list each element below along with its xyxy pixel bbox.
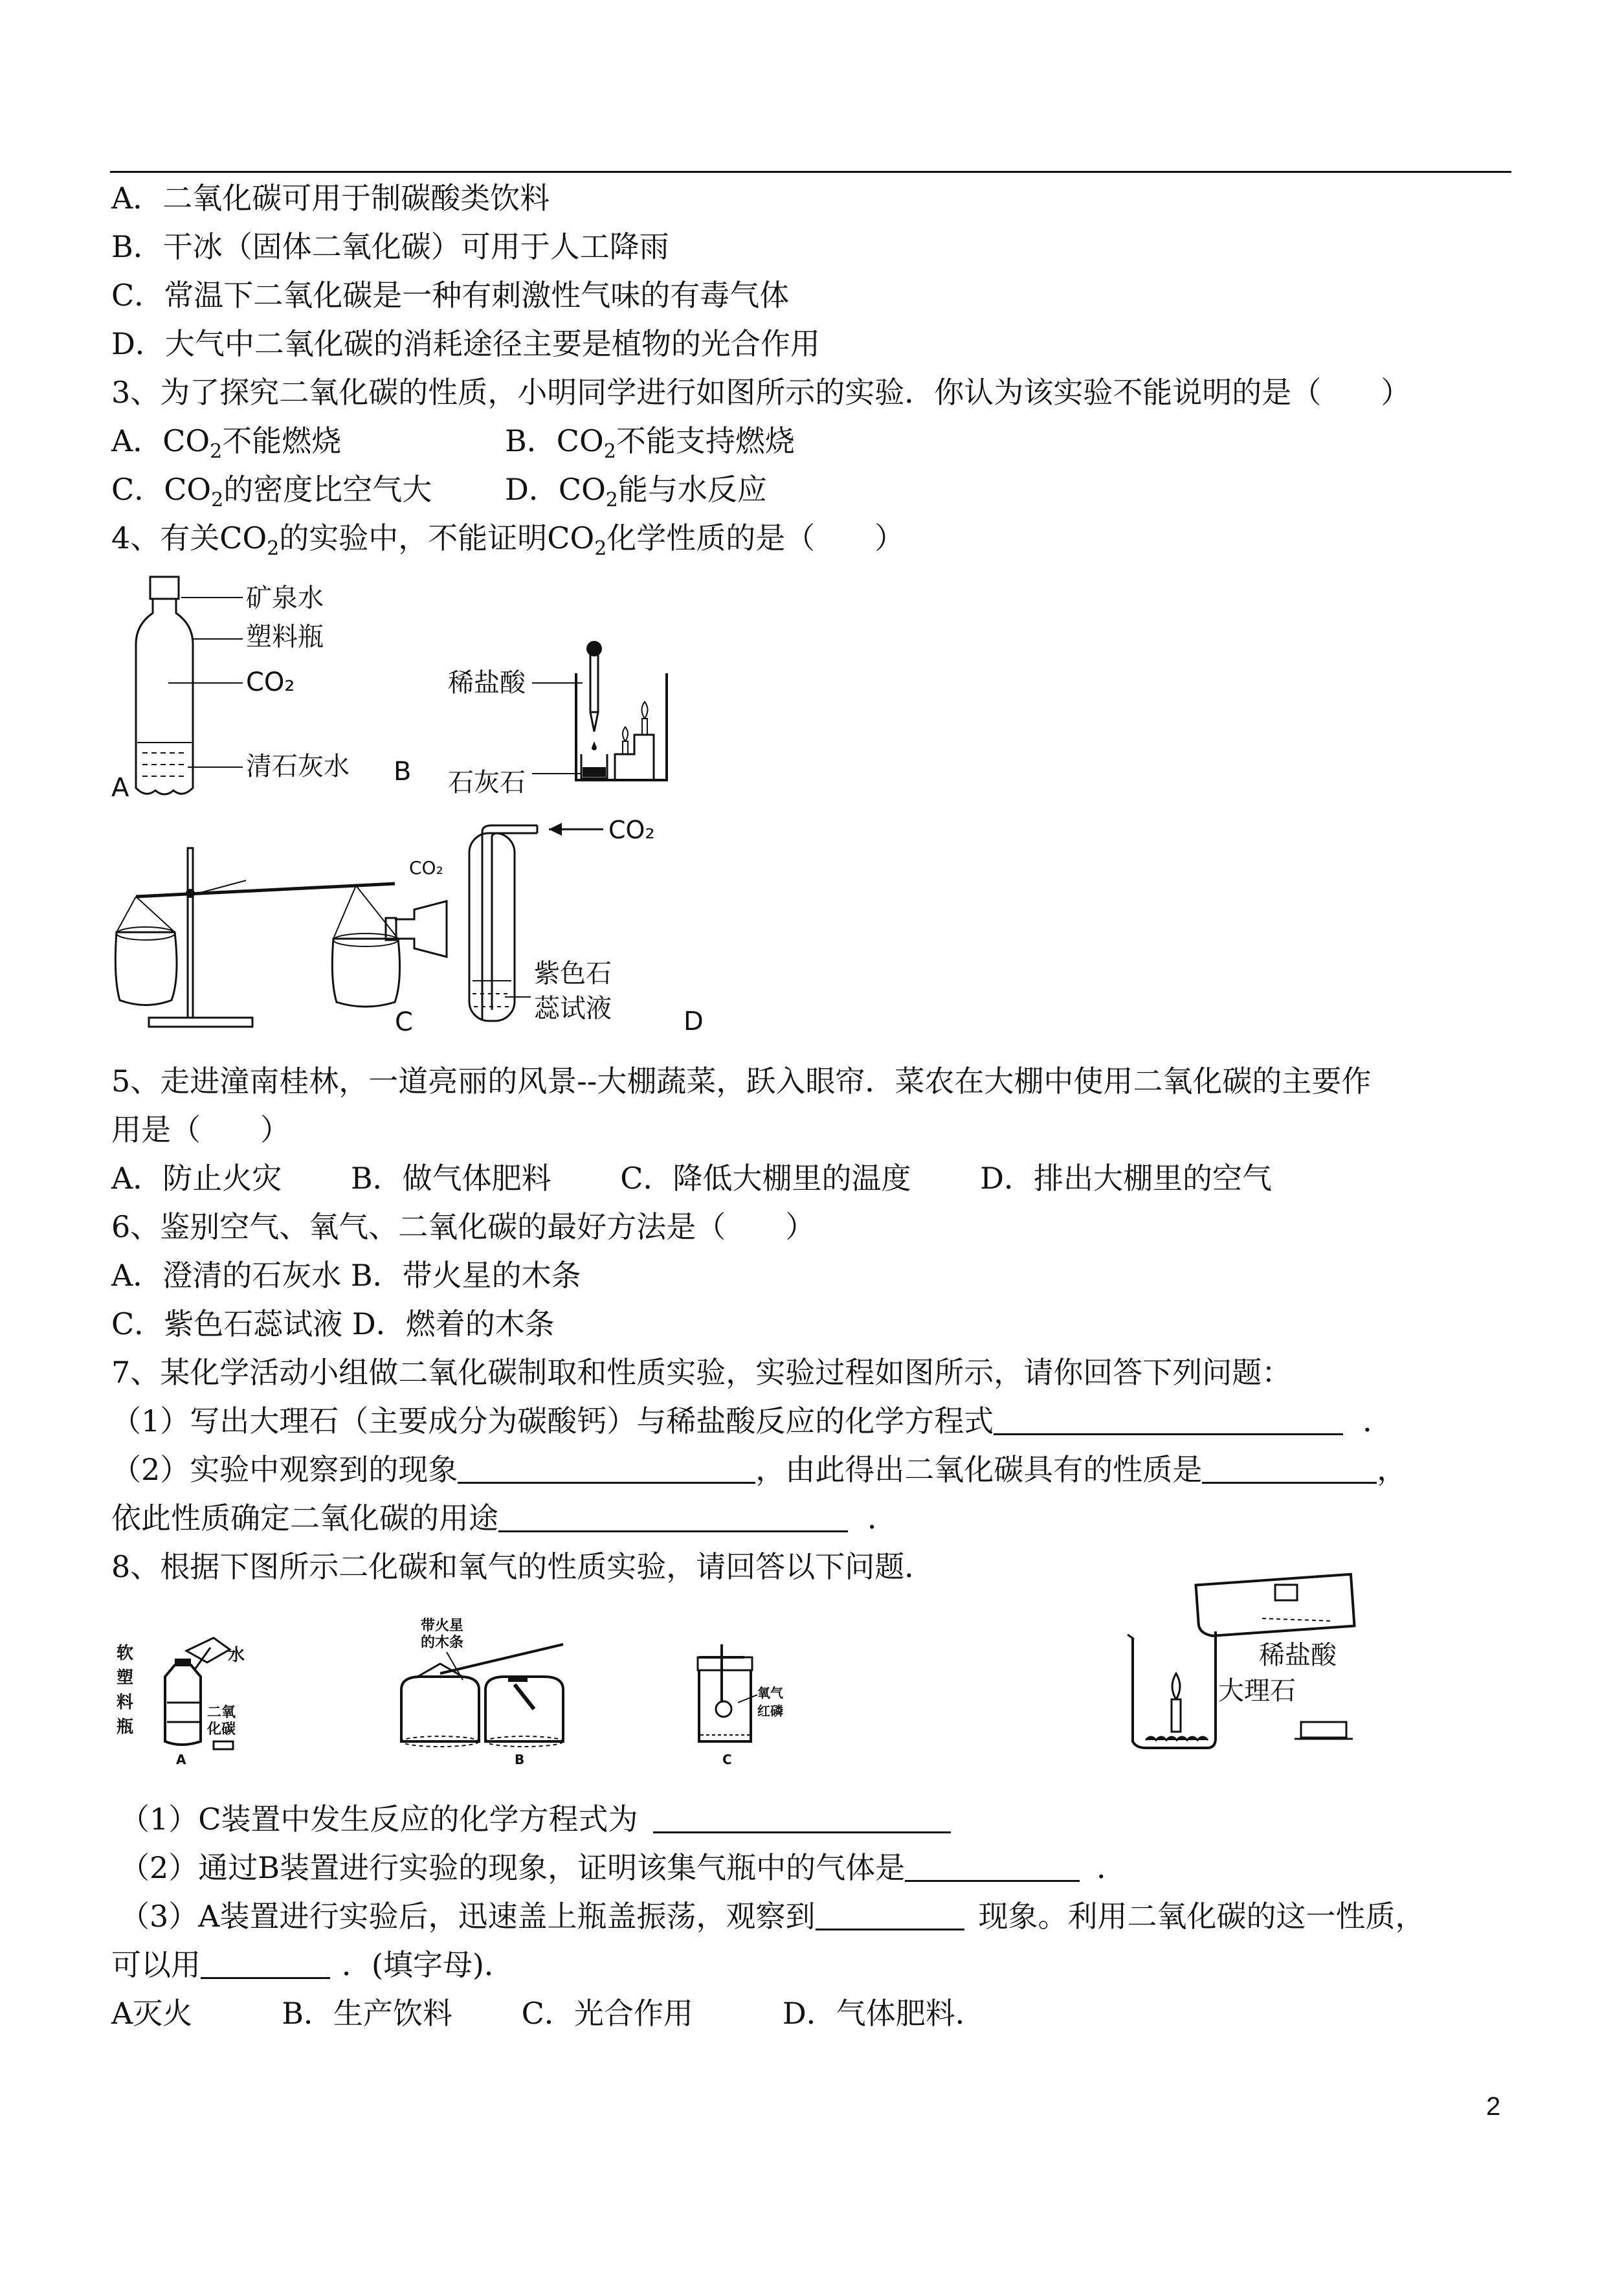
q7-part2-text-a: （2）实验中观察到的现象 <box>111 1452 458 1487</box>
label-co2: CO₂ <box>246 667 295 697</box>
label-mineral-water: 矿泉水 <box>246 583 324 613</box>
label-co2: CO₂ <box>409 857 443 878</box>
subscript: 2 <box>594 537 607 560</box>
q3-a-pre: A．CO <box>111 423 210 458</box>
figure-letter-b: B <box>515 1752 525 1767</box>
q8-part3-text-a: （3）A装置进行实验后，迅速盖上瓶盖振荡，观察到 <box>120 1899 816 1934</box>
subscript: 2 <box>605 489 618 511</box>
q3-option-a <box>111 421 341 471</box>
q8-part3 <box>120 1897 1425 1936</box>
q3-c-pre: C．CO <box>111 472 212 507</box>
q6-options-line2: C．紫色石蕊试液 D．燃着的木条 <box>111 1306 555 1341</box>
label-plastic: 塑 <box>117 1668 134 1688</box>
q3-d-pre: D．CO <box>505 472 606 507</box>
q5-stem-line2: 用是（ ） <box>111 1112 290 1147</box>
answer-blank[interactable] <box>653 1802 951 1833</box>
q4-figure-d-test-tube <box>453 812 751 1046</box>
q4-stem-b: 的实验中，不能证明CO <box>279 520 595 555</box>
q4-stem-a: 4、有关CO <box>111 520 267 555</box>
figure-letter-a: A <box>111 773 129 803</box>
label-water: 水 <box>228 1646 245 1665</box>
subscript: 2 <box>267 537 280 560</box>
label-red-phosphorus: 红磷 <box>757 1703 783 1719</box>
q7-stem: 7、某化学活动小组做二氧化碳制取和性质实验，实验过程如图所示，请你回答下列问题： <box>111 1355 1292 1390</box>
page-number: 2 <box>1486 2092 1501 2121</box>
label-oxygen: 氧气 <box>757 1685 783 1701</box>
q7-part2-text-b: ，由此得出二氧化碳具有的性质是 <box>755 1452 1203 1487</box>
label-plastic-bottle: 塑料瓶 <box>246 622 324 652</box>
q3-b-pre: B．CO <box>505 423 604 458</box>
subscript: 2 <box>211 489 224 511</box>
q2-option-a: A．二氧化碳可用于制碳酸类饮料 <box>111 181 550 216</box>
answer-blank[interactable] <box>994 1404 1343 1435</box>
q4-figure-a-bottle <box>110 573 382 812</box>
figure-letter-b: B <box>394 757 412 787</box>
figure-letter-a: A <box>176 1752 186 1767</box>
answer-blank[interactable] <box>905 1850 1080 1882</box>
label-marble: 大理石 <box>1218 1676 1296 1706</box>
q7-part1-text: （1）写出大理石（主要成分为碳酸钙）与稀盐酸反应的化学方程式 <box>111 1404 994 1438</box>
q3-option-b <box>505 421 795 471</box>
q8-part3-cont <box>111 1945 514 1984</box>
answer-blank[interactable] <box>498 1501 848 1532</box>
subscript: 2 <box>210 440 223 463</box>
q2-option-b: B．干冰（固体二氧化碳）可用于人工降雨 <box>111 229 669 264</box>
header-rule <box>110 171 1511 173</box>
label-dilute-hcl: 稀盐酸 <box>448 668 526 698</box>
subscript: 2 <box>603 440 616 463</box>
q8-part3-cont-end: ．(填字母)． <box>342 1947 514 1982</box>
label-glowing-splint-1: 带火星 <box>421 1618 464 1634</box>
q8-part1 <box>120 1800 951 1839</box>
label-limestone: 石灰石 <box>448 768 526 798</box>
figure-letter-c: C <box>722 1752 732 1767</box>
label-litmus-2: 蕊试液 <box>534 994 612 1023</box>
q8-part3-cont-text: 可以用 <box>111 1947 201 1982</box>
q3-option-c <box>111 470 432 520</box>
q8-figure-c-phosphorus <box>680 1644 809 1774</box>
q3-stem: 3、为了探究二氧化碳的性质，小明同学进行如图所示的实验．你认为该实验不能说明的是（ ） <box>111 375 1411 410</box>
q8-figure-d-candle-beaker <box>1100 1567 1372 1761</box>
q8-part3-text-b: 现象。利用二氧化碳的这一性质， <box>978 1899 1425 1934</box>
q7-part2 <box>111 1450 1407 1489</box>
q7-part3 <box>111 1499 897 1538</box>
q6-stem: 6、鉴别空气、氧气、二氧化碳的最好方法是（ ） <box>111 1209 816 1244</box>
label-co2-a: 二氧 <box>207 1705 236 1721</box>
label-co2: CO₂ <box>608 816 655 844</box>
q4-figure-c-balance <box>110 842 473 1036</box>
q8-stem: 8、根据下图所示二化碳和氧气的性质实验，请回答以下问题． <box>111 1549 935 1584</box>
q4-figure-b-beaker <box>388 634 686 816</box>
answer-blank[interactable] <box>1202 1452 1377 1484</box>
q8-part2-end: ． <box>1096 1850 1127 1885</box>
label-glowing-splint-2: 的木条 <box>421 1635 464 1651</box>
q3-d-post: 能与水反应 <box>617 472 767 507</box>
q8-part1-text: （1）C装置中发生反应的化学方程式为 <box>120 1802 638 1837</box>
q7-part3-end: ． <box>867 1501 897 1536</box>
q3-option-d <box>505 470 767 520</box>
q3-b-post: 不能支持燃烧 <box>616 423 795 458</box>
q5-options: A．防止火灾 B．做气体肥料 C．降低大棚里的温度 D．排出大棚里的空气 <box>111 1161 1272 1196</box>
q3-a-post: 不能燃烧 <box>222 423 342 458</box>
label-dilute-hcl: 稀盐酸 <box>1259 1640 1337 1670</box>
q7-part1 <box>111 1402 1392 1440</box>
answer-blank[interactable] <box>816 1899 964 1930</box>
q8-figure-b-two-jars <box>388 1612 595 1767</box>
q8-options: A灭火 B．生产饮料 C．光合作用 D．气体肥料． <box>111 1996 985 2031</box>
q7-part3-text: 依此性质确定二氧化碳的用途 <box>111 1501 498 1536</box>
q4-stem <box>111 519 904 568</box>
answer-blank[interactable] <box>201 1947 330 1979</box>
q8-figure-a-soft-bottle <box>110 1631 272 1767</box>
label-material: 料 <box>117 1693 134 1712</box>
q8-part2-text: （2）通过B装置进行实验的现象，证明该集气瓶中的气体是 <box>120 1850 906 1885</box>
q6-options-line1: A．澄清的石灰水 B．带火星的木条 <box>111 1258 581 1293</box>
q5-stem-line1: 5、走进潼南桂林，一道亮丽的风景--大棚蔬菜，跃入眼帘．菜农在大棚中使用二氧化碳的主要作 <box>111 1064 1372 1099</box>
figure-letter-d: D <box>684 1007 704 1036</box>
label-litmus-1: 紫色石 <box>534 959 612 989</box>
label-soft: 软 <box>117 1644 134 1663</box>
label-co2-b: 化碳 <box>207 1721 236 1738</box>
figure-letter-c: C <box>395 1007 413 1036</box>
q7-part1-end: ． <box>1363 1404 1393 1438</box>
label-limewater: 清石灰水 <box>246 752 350 781</box>
label-bottle: 瓶 <box>117 1717 134 1737</box>
q8-part2 <box>120 1848 1126 1887</box>
q7-part2-end: ， <box>1377 1452 1407 1487</box>
q2-option-c: C．常温下二氧化碳是一种有刺激性气味的有毒气体 <box>111 278 790 313</box>
q3-c-post: 的密度比空气大 <box>223 472 432 507</box>
q4-stem-c: 化学性质的是（ ） <box>606 520 905 555</box>
answer-blank[interactable] <box>458 1452 755 1484</box>
q2-option-d: D．大气中二氧化碳的消耗途径主要是植物的光合作用 <box>111 326 820 361</box>
